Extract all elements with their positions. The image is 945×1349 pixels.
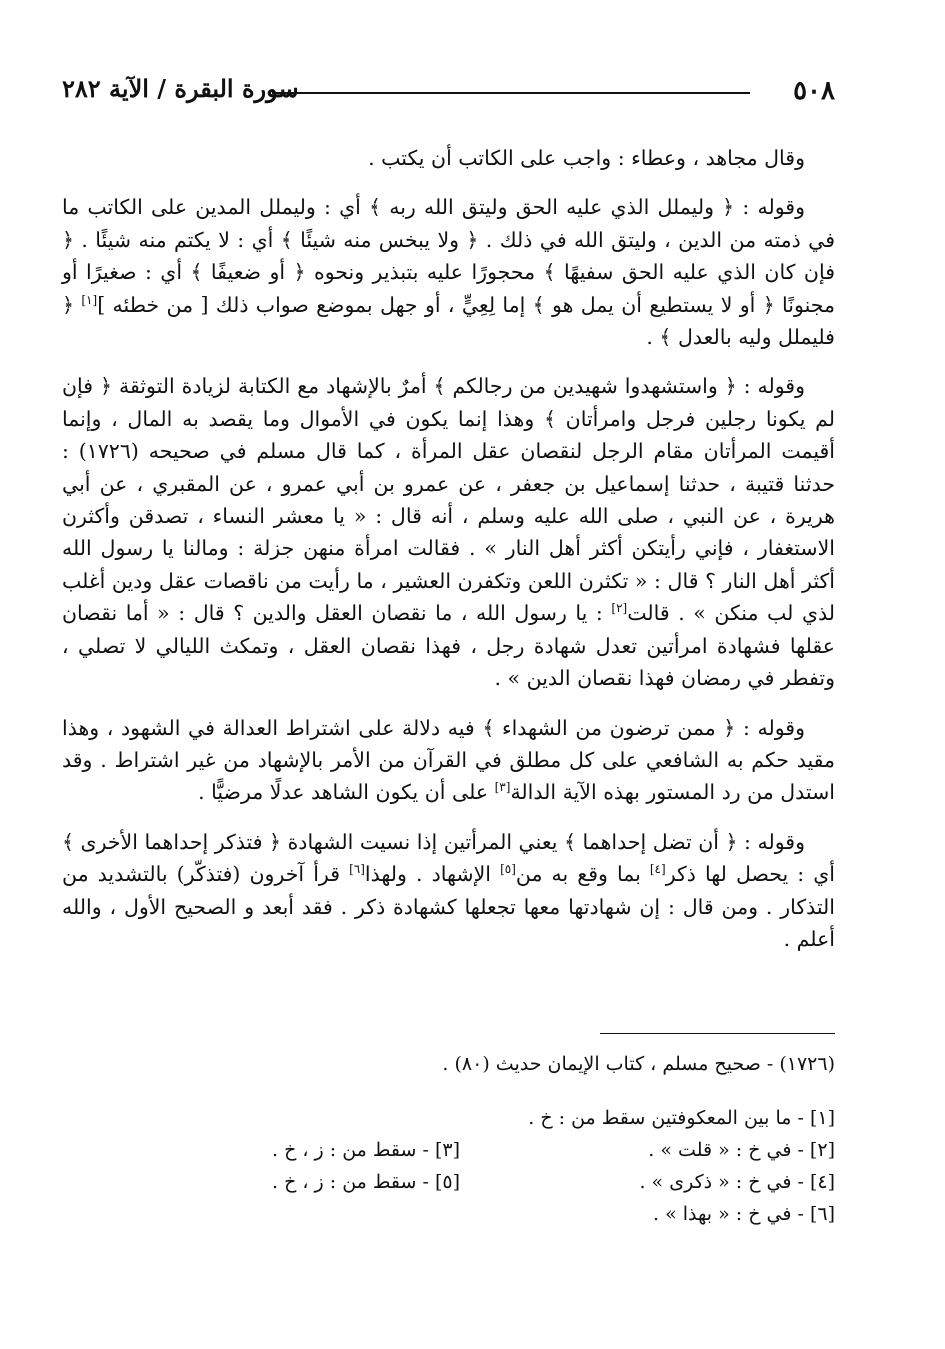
paragraph-5-text: وقوله : ﴿ أن تضل إحداهما ﴾ يعني المرأتين إذا نسيت الشهادة ﴿ فتذكر إحداهما الأخرى ﴾ أي : يحصل لها ذكر [62,829,835,887]
variant-footnotes [62,1102,835,1230]
footnote-1: [١] - ما بين المعكوفتين سقط من : خ . [528,1107,835,1129]
header-rule [272,92,750,94]
footnote-marker-3: [٣] [494,780,511,795]
footnote-4: [٤] - في خ : « ذكرى » . [639,1171,835,1193]
paragraph-3 [62,370,835,694]
main-text [62,142,835,955]
paragraph-3-text: وقوله : ﴿ واستشهدوا شهيدين من رجالكم ﴾ أمرٌ بالإشهاد مع الكتابة لزيادة التوثقة ﴿ فإن لم يكونا رجلين فرجل وامرأتان ﴾ وهذا إنما يكون في الأموال وما يقصد به المال ، وإنما أقيمت المرأتان مقام الرجل لنقصان عقل المرأة ، كما قال مسلم في صحيحه (١٧٢٦) : حدثنا قتيبة ، حدثنا إسماعيل بن جعفر ، عن عمرو بن أبي عمرو ، عن المقبري ، عن أبي هريرة ، عن النبي ، صلى الله عليه وسلم ، أنه قال : « يا معشر النساء ، تصدقن وأكثرن الاستغفار ، فإني رأيتكن أكثر أهل النار » . فقالت امرأة منهن جزلة : ومالنا يا رسول الله أكثر أهل النار ؟ قال : « تكثرن اللعن وتكفرن العشير ، ما رأيت من ناقصات عقل ودين أغلب لذي لب منكن » . قالت [62,374,835,626]
paragraph-4-text: وقوله : ﴿ ممن ترضون من الشهداء ﴾ فيه دلالة على اشتراط العدالة في الشهود ، وهذا مقيد حكم به الشافعي على كل مطلق في القرآن من الأمر بالإشهاد من غير اشتراط . وقد استدل من رد المستور بهذه الآية الدالة [62,715,835,805]
page-number: ٥٠٨ [793,76,835,106]
paragraph-4-end: على أن يكون الشاهد عدلًا مرضيًّا . [198,780,495,805]
paragraph-5-end: قرأ آخرون (فتذكّر) بالتشديد من التذكار . ومن قال : إن شهادتها معها تجعلها كشهادة ذكر . فقد أبعد و الصحيح الأول ، والله أعلم . [62,862,835,951]
paragraph-5-mid-b: الإشهاد . ولهذا [364,862,501,887]
footnote-marker-5: [٥] [500,862,516,877]
footnote-6: [٦] - في خ : « بهذا » . [653,1203,835,1225]
paragraph-2-end: ﴿ فليملل وليه بالعدل ﴾ . [62,292,835,350]
book-page [62,0,835,1349]
paragraph-5 [62,826,835,956]
footnote-marker-4: [٤] [649,862,666,877]
footnote-3: [٣] - سقط من : ز ، خ . [271,1139,460,1161]
footnote-marker-2: [٢] [611,601,628,616]
page-header [62,70,835,110]
hadith-footnote: (١٧٢٦) - صحيح مسلم ، كتاب الإيمان حديث (٨٠) . [442,1053,835,1075]
footnote-marker-6: [٦] [349,862,365,877]
paragraph-1-text: وقال مجاهد ، وعطاء : واجب على الكاتب أن يكتب . [368,146,805,170]
footnote-2: [٢] - في خ : « قلت » . [648,1139,835,1161]
running-title: سورة البقرة / الآية ٢٨٢ [62,74,299,103]
paragraph-2 [62,191,835,353]
paragraph-1 [62,142,835,174]
paragraph-4 [62,712,835,809]
footnote-marker-1: [١] [81,292,98,307]
footnote-5: [٥] - سقط من : ز ، خ . [271,1171,460,1193]
paragraph-5-mid-a: بما وقع به من [515,862,650,887]
footnote-rule [600,1033,835,1034]
footnotes [62,1048,835,1230]
paragraph-2-text: وقوله : ﴿ وليملل الذي عليه الحق وليتق الله ربه ﴾ أي : وليملل المدين على الكاتب ما في ذمته من الدين ، وليتق الله في ذلك . ﴿ ولا يبخس منه شيئًا ﴾ أي : لا يكتم منه شيئًا . ﴿ فإن كان الذي عليه الحق سفيهًا ﴾ محجورًا عليه بتبذير ونحوه ﴿ أو ضعيفًا ﴾ أي : صغيرًا أو مجنونًا ﴿ أو لا يستطيع أن يمل هو ﴾ إما لِعِيٍّ ، أو جهل بموضع صواب ذلك [ من خطئه ] [62,195,835,317]
paragraph-3-end: : يا رسول الله ، ما نقصان العقل والدين ؟ قال : « أما نقصان عقلها فشهادة امرأتين تعدل شهادة رجل ، فهذا نقصان العقل ، وتمكث الليالي لا تصلي ، وتفطر في رمضان فهذا نقصان الدين » . [62,601,835,691]
